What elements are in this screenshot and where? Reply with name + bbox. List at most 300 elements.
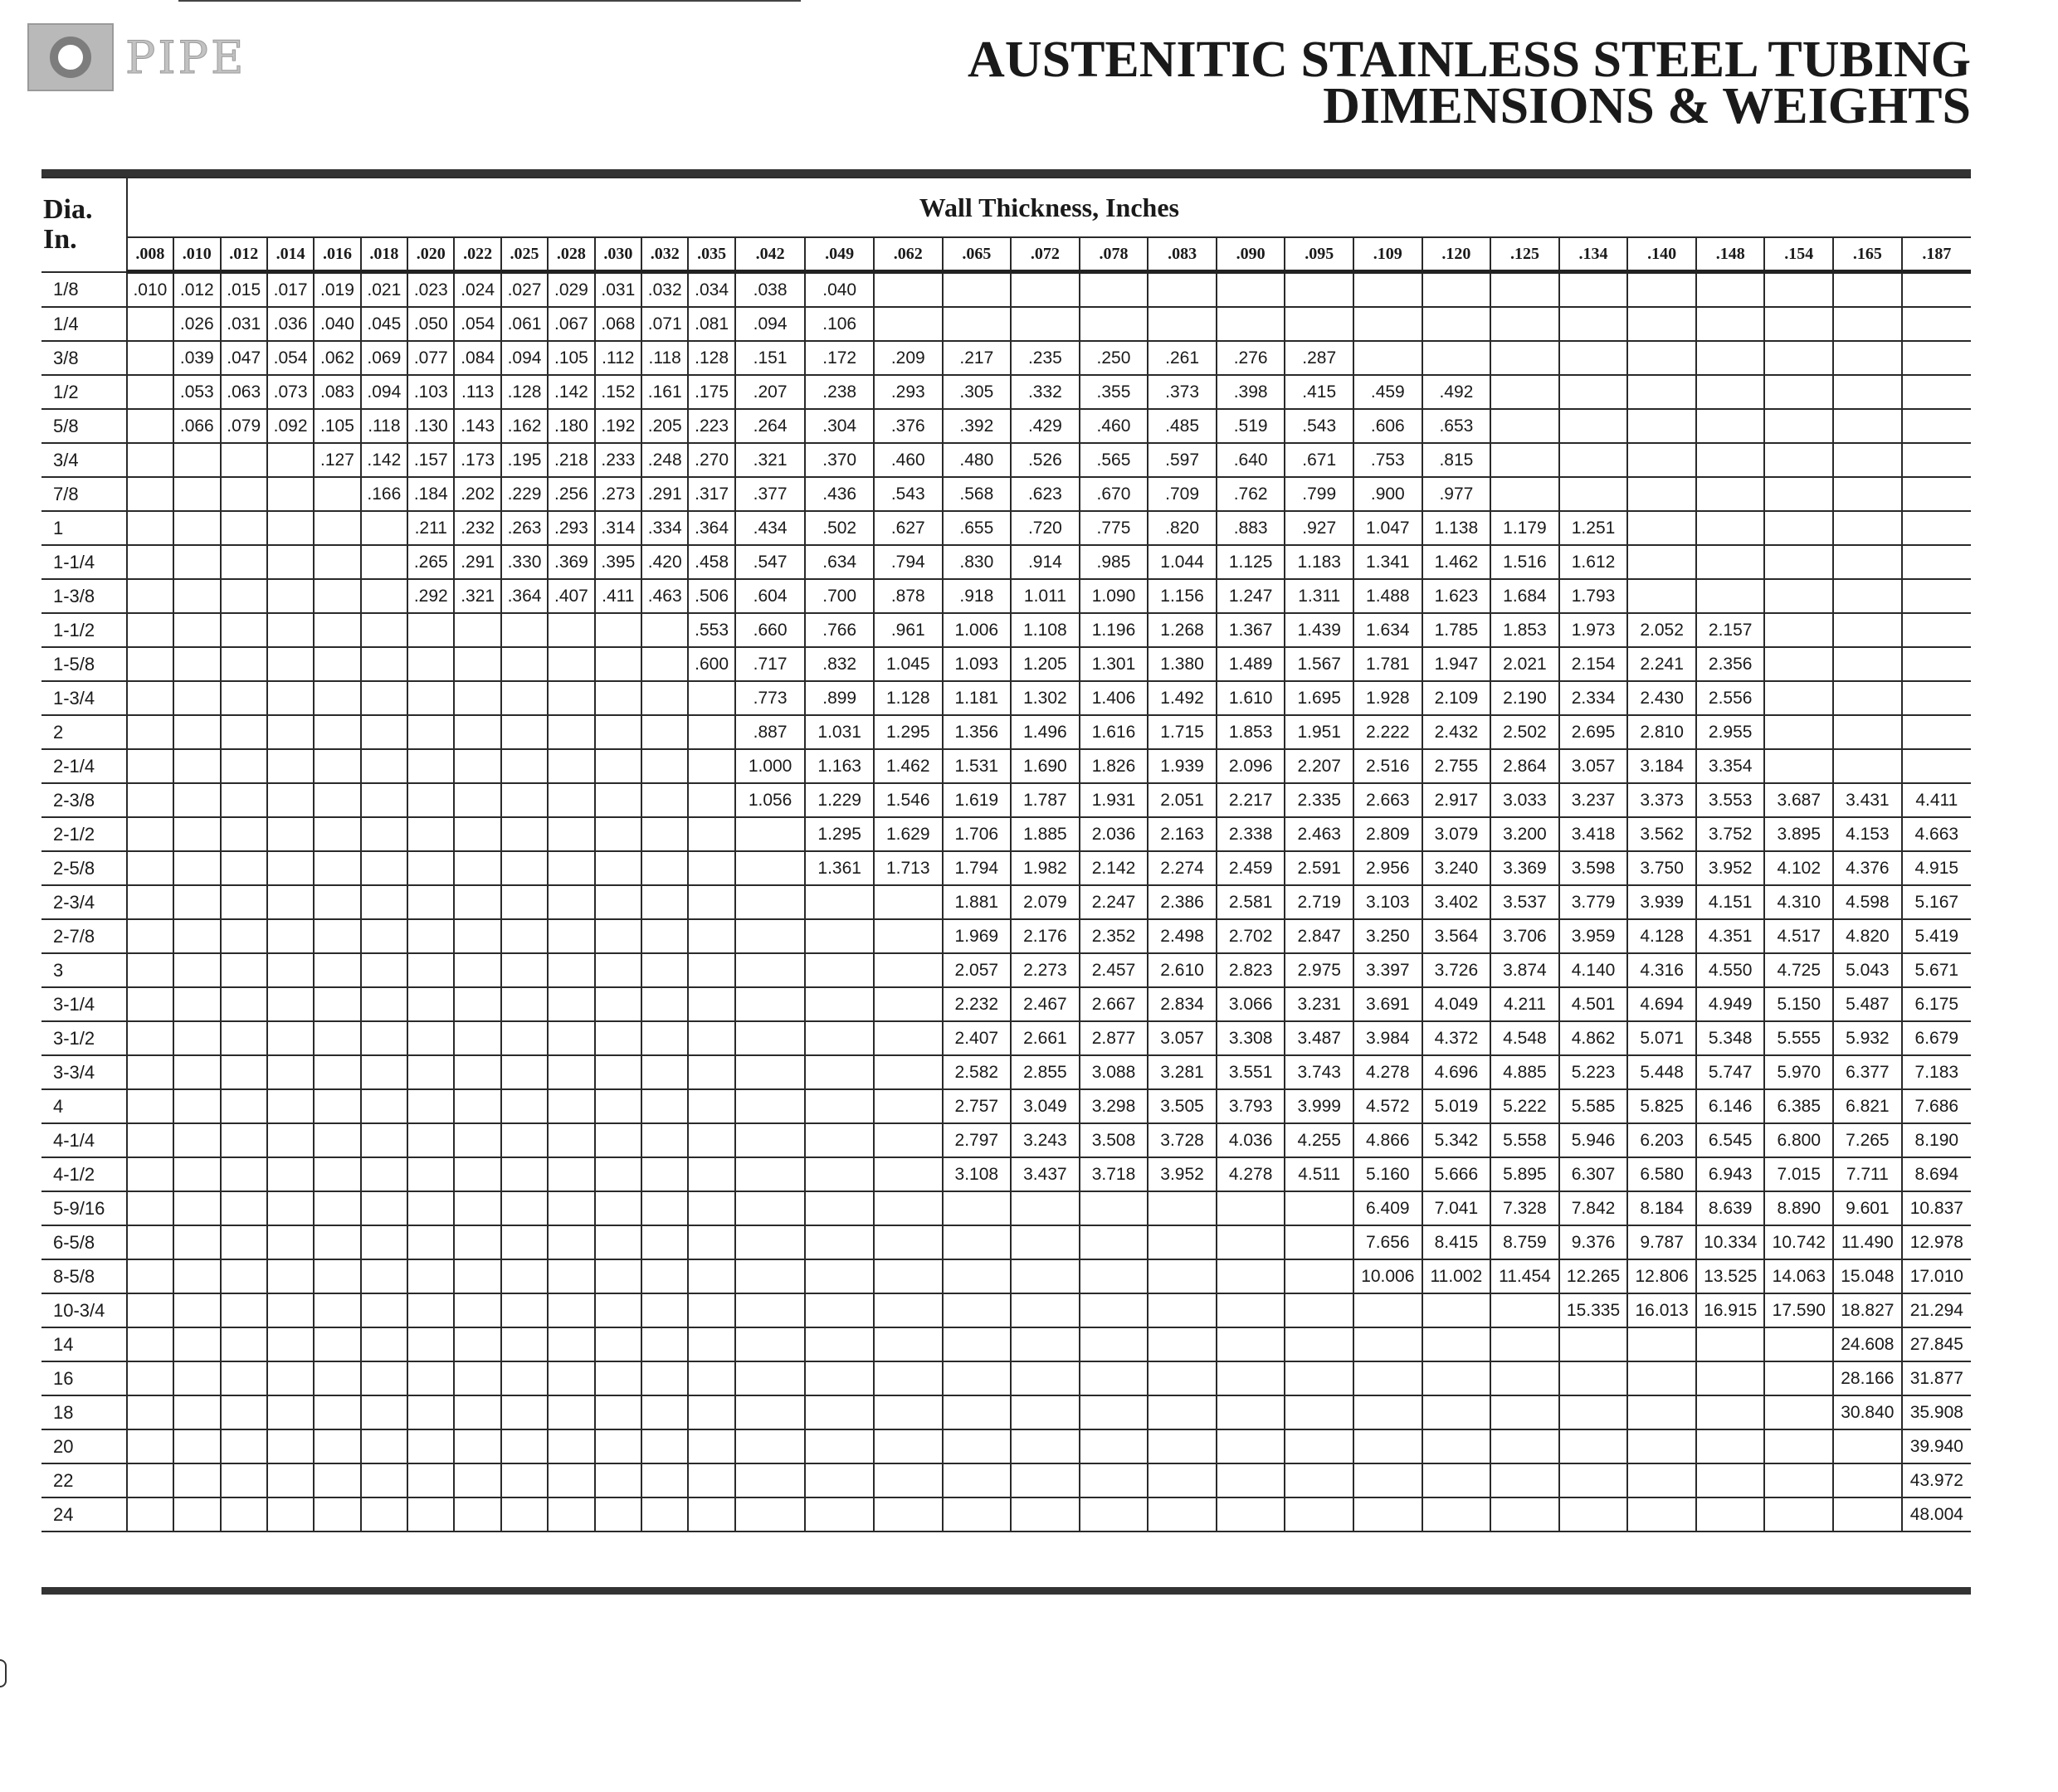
weight-cell [548,1055,594,1089]
weight-cell: 3.184 [1627,749,1696,783]
weight-cell [221,1021,267,1055]
weight-cell [735,1021,806,1055]
weight-cell [173,511,220,545]
weight-cell [1080,1395,1148,1429]
weight-cell [1422,341,1491,375]
weight-cell [267,919,314,953]
top-rule [41,169,1971,177]
weight-cell [735,885,806,919]
weight-cell [595,1055,641,1089]
weight-cell [1696,1429,1765,1463]
weight-cell [688,1293,734,1327]
weight-cell: .232 [454,511,500,545]
weight-cell: 2.823 [1217,953,1285,987]
weight-cell [595,1429,641,1463]
weight-cell: 17.010 [1902,1259,1971,1293]
table-row [41,1225,1971,1259]
weight-cell [407,817,454,851]
weight-cell: .047 [221,341,267,375]
page-title [968,32,1971,134]
weight-cell: .265 [407,545,454,579]
weight-cell: .321 [735,443,806,477]
weight-cell [454,715,500,749]
weight-cell [361,783,407,817]
weight-cell: .031 [221,307,267,341]
weight-cell: .830 [943,545,1012,579]
weight-cell: .429 [1011,409,1080,443]
diameter-cell: 4-1/2 [41,1157,127,1191]
weight-cell [407,1089,454,1123]
weight-cell [127,477,173,511]
weight-cell: 2.232 [943,987,1012,1021]
weight-cell: .029 [548,272,594,308]
weight-cell: .068 [595,307,641,341]
weight-cell: 1.684 [1490,579,1559,613]
weight-cell: 2.502 [1490,715,1559,749]
weight-cell [1696,477,1765,511]
weight-cell: 3.999 [1285,1089,1353,1123]
weight-cell: 2.498 [1148,919,1217,953]
weight-cell [127,409,173,443]
weight-cell [735,1463,806,1497]
weight-cell [1833,613,1902,647]
weight-cell [688,1327,734,1361]
weight-cell [595,1293,641,1327]
weight-cell [805,1157,874,1191]
weight-cell [314,851,360,885]
weight-cell: .151 [735,341,806,375]
wall-thickness-col-header: .014 [267,237,314,272]
weight-cell [1764,443,1833,477]
weight-cell: 1.616 [1080,715,1148,749]
weight-cell [267,1497,314,1531]
weight-cell [874,307,943,341]
weight-cell [361,851,407,885]
weight-cell [1080,307,1148,341]
weight-cell [361,1191,407,1225]
weight-cell [173,1225,220,1259]
weight-cell [1559,272,1628,308]
weight-cell: 2.241 [1627,647,1696,681]
weight-cell: .235 [1011,341,1080,375]
weight-cell [501,851,548,885]
wall-thickness-col-header: .083 [1148,237,1217,272]
weight-cell [805,1361,874,1395]
weight-cell [688,919,734,953]
weight-cell [688,1021,734,1055]
weight-cell: 5.348 [1696,1021,1765,1055]
weight-cell: 3.373 [1627,783,1696,817]
weight-cell [688,1429,734,1463]
weight-cell: 1.619 [943,783,1012,817]
weight-cell [407,613,454,647]
weight-cell [735,987,806,1021]
weight-cell [221,647,267,681]
weight-cell [127,1225,173,1259]
weight-cell [407,1191,454,1225]
table-row [41,1055,1971,1089]
weight-cell [1490,375,1559,409]
wall-thickness-col-header: .018 [361,237,407,272]
weight-cell [943,1259,1012,1293]
weight-cell: 2.273 [1011,953,1080,987]
weight-cell [548,1463,594,1497]
weight-cell [548,851,594,885]
weight-cell [595,681,641,715]
weight-cell [127,817,173,851]
table-row [41,613,1971,647]
weight-cell [361,1225,407,1259]
weight-cell: 1.361 [805,851,874,885]
weight-cell [221,443,267,477]
weight-cell: .600 [688,647,734,681]
weight-cell: .878 [874,579,943,613]
weight-cell: 5.419 [1902,919,1971,953]
weight-cell [221,1191,267,1225]
weight-cell: 1.546 [874,783,943,817]
weight-cell: 28.166 [1833,1361,1902,1395]
top-edge-line [178,0,801,2]
weight-cell [735,1225,806,1259]
weight-cell: 4.102 [1764,851,1833,885]
weight-cell [1764,1361,1833,1395]
weight-cell [641,613,688,647]
weight-cell: .458 [688,545,734,579]
weight-cell: 1.183 [1285,545,1353,579]
weight-cell [501,783,548,817]
weight-cell: 6.385 [1764,1089,1833,1123]
weight-cell: 5.895 [1490,1157,1559,1191]
weight-cell [943,1395,1012,1429]
weight-cell: 3.431 [1833,783,1902,817]
weight-cell [361,1259,407,1293]
weight-cell: 3.487 [1285,1021,1353,1055]
weight-cell [407,1123,454,1157]
weight-cell [1285,1191,1353,1225]
weight-cell [1764,749,1833,783]
wall-thickness-col-header: .008 [127,237,173,272]
weight-cell: .063 [221,375,267,409]
weight-cell: 4.255 [1285,1123,1353,1157]
weight-cell [127,1327,173,1361]
weight-cell: 3.057 [1148,1021,1217,1055]
weight-cell [874,953,943,987]
weight-cell: 1.011 [1011,579,1080,613]
weight-cell [501,1157,548,1191]
weight-cell: 18.827 [1833,1293,1902,1327]
weight-cell: .900 [1353,477,1422,511]
weight-cell: 5.160 [1353,1157,1422,1191]
weight-cell [314,919,360,953]
weight-cell: 1.947 [1422,647,1491,681]
weight-cell [548,1429,594,1463]
weight-cell: 4.866 [1353,1123,1422,1157]
bottom-rule [41,1587,1971,1595]
weight-cell [127,443,173,477]
weight-cell: .415 [1285,375,1353,409]
weight-cell: 3.952 [1696,851,1765,885]
weight-cell: 3.508 [1080,1123,1148,1157]
diameter-cell: 14 [41,1327,127,1361]
weight-cell [127,613,173,647]
weight-cell [361,715,407,749]
weight-cell [267,1157,314,1191]
weight-cell [221,1497,267,1531]
weight-cell: .083 [314,375,360,409]
weight-cell [407,1225,454,1259]
weight-cell: 4.211 [1490,987,1559,1021]
weight-cell: 2.051 [1148,783,1217,817]
weight-cell [314,1157,360,1191]
weight-cell: 39.940 [1902,1429,1971,1463]
weight-cell [361,1123,407,1157]
weight-cell: .436 [805,477,874,511]
column-header-row [41,237,1971,272]
weight-cell: 5.222 [1490,1089,1559,1123]
weight-cell: 3.779 [1559,885,1628,919]
weight-cell [735,953,806,987]
weight-cell: .420 [641,545,688,579]
weight-cell: .977 [1422,477,1491,511]
weight-cell [454,953,500,987]
weight-cell [1696,579,1765,613]
weight-cell [267,613,314,647]
weight-cell: 5.666 [1422,1157,1491,1191]
weight-cell [1627,1361,1696,1395]
weight-cell [688,885,734,919]
weight-cell: 7.265 [1833,1123,1902,1157]
weight-cell [874,1157,943,1191]
diameter-cell: 10-3/4 [41,1293,127,1327]
weight-cell [1217,1361,1285,1395]
weight-cell [874,987,943,1021]
weight-cell [267,1089,314,1123]
weight-cell [874,1395,943,1429]
dia-header-line2: In. [43,223,77,255]
weight-cell: 2.430 [1627,681,1696,715]
weight-cell [267,783,314,817]
weight-cell: 2.719 [1285,885,1353,919]
weight-cell [127,1395,173,1429]
weight-cell [267,443,314,477]
weight-cell [501,1293,548,1327]
weight-cell [314,1021,360,1055]
weight-cell [173,1293,220,1327]
weight-cell: .773 [735,681,806,715]
weight-cell [407,1429,454,1463]
table-row [41,987,1971,1021]
weight-cell [548,1157,594,1191]
weight-cell: .330 [501,545,548,579]
weight-cell [1696,375,1765,409]
weight-cell [1217,1395,1285,1429]
weight-cell [221,681,267,715]
weight-cell: .543 [1285,409,1353,443]
weight-cell [641,1225,688,1259]
weight-cell [1148,1293,1217,1327]
weight-cell [595,1191,641,1225]
weight-cell [127,1259,173,1293]
weight-cell [1285,1293,1353,1327]
weight-cell [688,749,734,783]
weight-cell [1627,341,1696,375]
weight-cell [548,1021,594,1055]
weight-cell [173,817,220,851]
weight-cell: 3.743 [1285,1055,1353,1089]
weight-cell: .670 [1080,477,1148,511]
weight-cell: 5.342 [1422,1123,1491,1157]
weight-cell: .128 [688,341,734,375]
weight-cell [1833,341,1902,375]
weight-cell [221,545,267,579]
weight-cell: 2.190 [1490,681,1559,715]
weight-cell [1696,341,1765,375]
weight-cell: 1.000 [735,749,806,783]
weight-cell: 1.826 [1080,749,1148,783]
weight-cell [688,1191,734,1225]
weight-cell: .021 [361,272,407,308]
weight-cell [173,681,220,715]
weight-cell: 2.222 [1353,715,1422,749]
weight-cell: 2.797 [943,1123,1012,1157]
weight-cell [314,545,360,579]
table-row [41,579,1971,613]
weight-cell [1217,1259,1285,1293]
weight-cell [1353,1463,1422,1497]
weight-cell: 1.406 [1080,681,1148,715]
weight-cell: 2.079 [1011,885,1080,919]
weight-cell [221,1463,267,1497]
weight-cell: 5.825 [1627,1089,1696,1123]
weight-cell [314,715,360,749]
weight-cell: 1.229 [805,783,874,817]
weight-cell: .118 [361,409,407,443]
weight-cell: 2.207 [1285,749,1353,783]
weight-cell: .305 [943,375,1012,409]
weight-cell [1011,1327,1080,1361]
weight-cell [221,1429,267,1463]
weight-cell: 2.955 [1696,715,1765,749]
weight-cell: .273 [595,477,641,511]
weight-cell [361,1293,407,1327]
weight-cell [688,1361,734,1395]
weight-cell: 3.108 [943,1157,1012,1191]
weight-cell [267,1123,314,1157]
weight-cell: 3.718 [1080,1157,1148,1191]
weight-cell: 3.939 [1627,885,1696,919]
weight-cell: .217 [943,341,1012,375]
weight-cell [641,1429,688,1463]
weight-cell: 1.439 [1285,613,1353,647]
wall-thickness-col-header: .134 [1559,237,1628,272]
wall-thickness-col-header: .025 [501,237,548,272]
weight-cell: .069 [361,341,407,375]
weight-cell [548,647,594,681]
weight-cell [688,715,734,749]
weight-cell [361,579,407,613]
weight-cell [595,953,641,987]
weight-cell [805,1327,874,1361]
weight-cell [641,1395,688,1429]
weight-cell: 6.679 [1902,1021,1971,1055]
weight-cell: 1.853 [1217,715,1285,749]
weight-cell [735,1191,806,1225]
weight-cell: 1.179 [1490,511,1559,545]
weight-cell: 2.176 [1011,919,1080,953]
weight-cell [1490,443,1559,477]
weight-cell [407,1293,454,1327]
weight-cell [361,1055,407,1089]
weight-cell [1559,1497,1628,1531]
weight-cell: .321 [454,579,500,613]
weight-cell [874,272,943,308]
weight-cell: .218 [548,443,594,477]
diameter-cell: 2-1/4 [41,749,127,783]
weight-cell [1285,1429,1353,1463]
weight-cell [361,681,407,715]
weight-cell [267,749,314,783]
weight-cell: 4.372 [1422,1021,1491,1055]
weight-cell: .209 [874,341,943,375]
weight-cell [314,1361,360,1395]
weight-cell: .623 [1011,477,1080,511]
weight-cell: 3.079 [1422,817,1491,851]
weight-cell [314,1497,360,1531]
weight-cell: 6.545 [1696,1123,1765,1157]
weight-cell [1627,1429,1696,1463]
weight-cell [221,749,267,783]
weight-cell: 1.567 [1285,647,1353,681]
weight-cell [641,1021,688,1055]
weight-cell [267,817,314,851]
weight-cell: 1.156 [1148,579,1217,613]
weight-cell [361,987,407,1021]
wall-thickness-col-header: .072 [1011,237,1080,272]
weight-cell [805,1259,874,1293]
weight-cell [454,1361,500,1395]
weight-cell: .883 [1217,511,1285,545]
weight-cell: 6.307 [1559,1157,1628,1191]
weight-cell [314,1123,360,1157]
diameter-cell: 3-3/4 [41,1055,127,1089]
weight-cell: .062 [314,341,360,375]
weight-cell: 7.041 [1422,1191,1491,1225]
weight-cell [1011,1395,1080,1429]
weight-cell: 2.036 [1080,817,1148,851]
weight-cell: .012 [173,272,220,308]
weight-cell [361,1021,407,1055]
weight-cell: .071 [641,307,688,341]
diameter-cell: 20 [41,1429,127,1463]
weight-cell [1902,477,1971,511]
weight-cell: 5.487 [1833,987,1902,1021]
weight-cell [173,1395,220,1429]
weight-cell: .762 [1217,477,1285,511]
weight-cell [267,851,314,885]
weight-cell [173,1327,220,1361]
wall-thickness-col-header: .148 [1696,237,1765,272]
weight-cell: .794 [874,545,943,579]
weight-cell: 3.281 [1148,1055,1217,1089]
weight-cell: 2.163 [1148,817,1217,851]
weight-cell [173,545,220,579]
weight-cell [641,783,688,817]
diameter-cell: 16 [41,1361,127,1395]
weight-cell: .054 [267,341,314,375]
weight-cell: 3.057 [1559,749,1628,783]
weight-cell [267,1361,314,1395]
weight-cell [641,1497,688,1531]
